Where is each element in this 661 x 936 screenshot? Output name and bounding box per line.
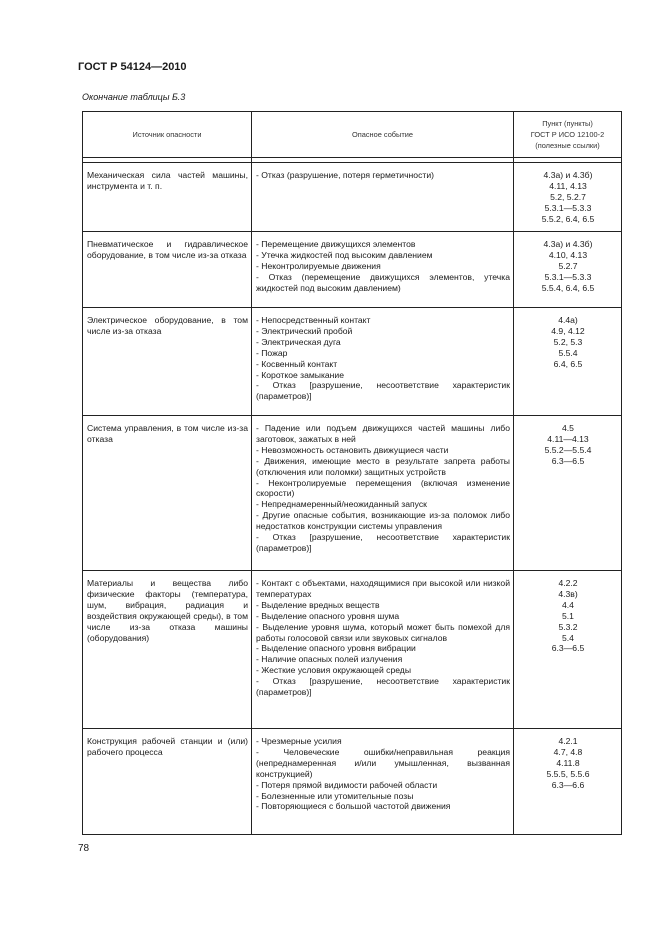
clause-reference: 6.4, 6.5 [553, 358, 583, 369]
hazard-event-cell [252, 232, 514, 308]
table-caption: Окончание таблицы Б.3 [82, 92, 186, 102]
clause-reference: 4.11.8 [556, 757, 580, 768]
hazard-event-item: - Невозможность остановить движущиеся части [256, 444, 449, 455]
clause-reference: 5.5.4 [558, 347, 578, 358]
hazard-event-item: - Падение или подъем движущихся частей машины либо заготовок, зажатых в ней [256, 423, 510, 444]
clause-reference: 4.4а) [558, 315, 578, 325]
hazard-event-item: - Электрический пробой [256, 325, 353, 336]
clause-reference: 6.3—6.5 [551, 455, 585, 466]
hazard-event-item: - Утечка жидкостей под высоким давлением [256, 249, 433, 260]
hazard-event-item: - Чрезмерные усилия [256, 736, 342, 746]
hazard-event-item: - Неконтролируемые движения [256, 260, 381, 271]
hazard-source-cell: Механическая сила частей машины, инструмента и т. п. [83, 163, 252, 232]
clause-reference: 5.2, 5.2.7 [550, 191, 586, 202]
hazard-event-item: - Человеческие ошибки/неправильная реакция (непреднамеренная и/или умышленная, вызванная конструкцией) [256, 746, 510, 779]
hazard-event-cell [252, 308, 514, 416]
hazard-event-item: - Отказ (разрушение, потеря герметичности) [256, 170, 434, 180]
table-body [83, 163, 622, 835]
hazard-event-item: - Короткое замыкание [256, 369, 345, 380]
column-header-source: Источник опасности [83, 112, 252, 158]
hazard-event-item: - Непреднамеренный/неожиданный запуск [256, 499, 427, 510]
hazard-event-item: - Потеря прямой видимости рабочей области [256, 779, 438, 790]
clause-reference-cell [514, 729, 622, 835]
column-header-clause-line: Пункт (пункты) [542, 119, 593, 128]
clause-reference: 5.1 [562, 610, 574, 621]
hazard-event-item: - Электрическая дуга [256, 336, 341, 347]
table-row [83, 308, 622, 416]
hazard-table [82, 111, 622, 835]
hazard-event-item: - Выделение опасного уровня вибрации [256, 643, 416, 654]
hazard-source-cell: Пневматическое и гидравлическое оборудование, в том числе из-за отказа [83, 232, 252, 308]
hazard-source-cell: Материалы и вещества либо физические факторы (температура, шум, вибрация, радиация и воздействия окружающей среды), в том числе из-за отказа машины (оборудования) [83, 571, 252, 729]
table-row [83, 416, 622, 571]
hazard-event-item: - Неконтролируемые перемещения (включая изменение скорости) [256, 477, 510, 499]
clause-reference: 5.3.2 [558, 621, 578, 632]
clause-reference: 4.2.2 [558, 578, 578, 588]
hazard-event-item: - Повторяющиеся с большой частотой движения [256, 801, 451, 812]
hazard-event-item: - Контакт с объектами, находящимися при высокой или низкой температурах [256, 578, 510, 599]
table-row [83, 232, 622, 308]
hazard-event-item: - Выделение уровня шума, который может быть помехой для работы голосовой связи или звуковых сигналов [256, 621, 510, 643]
clause-reference-cell [514, 416, 622, 571]
hazard-event-item: - Жесткие условия окружающей среды [256, 665, 412, 676]
document-header: ГОСТ Р 54124—2010 [78, 61, 187, 73]
hazard-event-item: - Перемещение движущихся элементов [256, 239, 416, 249]
column-header-clause-line: (полезные ссылки) [535, 141, 600, 150]
clause-reference: 4.3а) и 4.3б) [543, 239, 593, 249]
hazard-event-item: - Болезненные или утомительные позы [256, 790, 414, 801]
hazard-source-cell: Конструкция рабочей станции и (или) рабочего процесса [83, 729, 252, 835]
hazard-event-cell [252, 571, 514, 729]
hazard-event-item: - Пожар [256, 347, 288, 358]
clause-reference: 6.3—6.5 [551, 643, 585, 654]
clause-reference-cell [514, 308, 622, 416]
column-header-clause-line: ГОСТ Р ИСО 12100-2 [530, 130, 605, 139]
hazard-event-item: - Выделение опасного уровня шума [256, 610, 400, 621]
column-header-clause [514, 112, 622, 158]
table-row [83, 571, 622, 729]
clause-reference: 5.5.2—5.5.4 [544, 444, 592, 455]
hazard-event-item: - Отказ [разрушение, несоответствие характеристик (параметров)] [256, 380, 510, 402]
hazard-event-cell [252, 416, 514, 571]
hazard-event-item: - Отказ [разрушение, несоответствие характеристик (параметров)] [256, 532, 510, 553]
clause-reference: 4.11, 4.13 [549, 180, 587, 191]
hazard-event-item: - Косвенный контакт [256, 358, 338, 369]
clause-reference: 4.2.1 [558, 736, 578, 746]
hazard-event-item: - Непосредственный контакт [256, 315, 371, 325]
clause-reference: 5.5.4, 6.4, 6.5 [541, 282, 595, 293]
clause-reference: 4.10, 4.13 [548, 249, 588, 260]
clause-reference: 4.9, 4.12 [551, 325, 585, 336]
clause-reference: 6.3—6.6 [551, 779, 585, 790]
clause-reference: 5.5.2, 6.4, 6.5 [541, 213, 595, 224]
clause-reference-cell [514, 232, 622, 308]
hazard-event-item: - Выделение вредных веществ [256, 599, 380, 610]
hazard-event-item: - Наличие опасных полей излучения [256, 654, 403, 665]
hazard-event-item: - Движения, имеющие место в результате запрета работы (отключения или поломки) защитных устройств [256, 455, 510, 477]
clause-reference: 5.3.1—5.3.3 [544, 202, 592, 213]
hazard-event-cell [252, 729, 514, 835]
clause-reference: 5.4 [562, 632, 574, 643]
clause-reference: 5.2.7 [558, 260, 578, 271]
table-row [83, 163, 622, 232]
clause-reference: 4.3а) и 4.3б) [543, 170, 593, 180]
hazard-event-item: - Отказ [разрушение, несоответствие характеристик (параметров)] [256, 676, 510, 698]
clause-reference: 5.2, 5.3 [553, 336, 583, 347]
hazard-event-item: - Другие опасные события, возникающие из-за поломок либо недостатков конструкции системы управления [256, 510, 510, 532]
page-number: 78 [78, 843, 90, 854]
hazard-event-cell [252, 163, 514, 232]
clause-reference: 4.5 [562, 423, 574, 433]
table-row [83, 729, 622, 835]
clause-reference: 4.7, 4.8 [553, 746, 583, 757]
clause-reference-cell [514, 571, 622, 729]
clause-reference-cell [514, 163, 622, 232]
clause-reference: 5.3.1—5.3.3 [544, 271, 592, 282]
clause-reference: 4.4 [562, 599, 574, 610]
hazard-event-item: - Отказ (перемещение движущихся элементов, утечка жидкостей под высоким давлением) [256, 271, 510, 293]
clause-reference: 4.3в) [558, 588, 578, 599]
clause-reference: 4.11—4.13 [547, 433, 589, 444]
hazard-source-cell: Электрическое оборудование, в том числе из-за отказа [83, 308, 252, 416]
hazard-source-cell: Система управления, в том числе из-за отказа [83, 416, 252, 571]
table-header-row [83, 112, 622, 158]
column-header-event: Опасное событие [252, 112, 514, 158]
clause-reference: 5.5.5, 5.5.6 [546, 768, 590, 779]
